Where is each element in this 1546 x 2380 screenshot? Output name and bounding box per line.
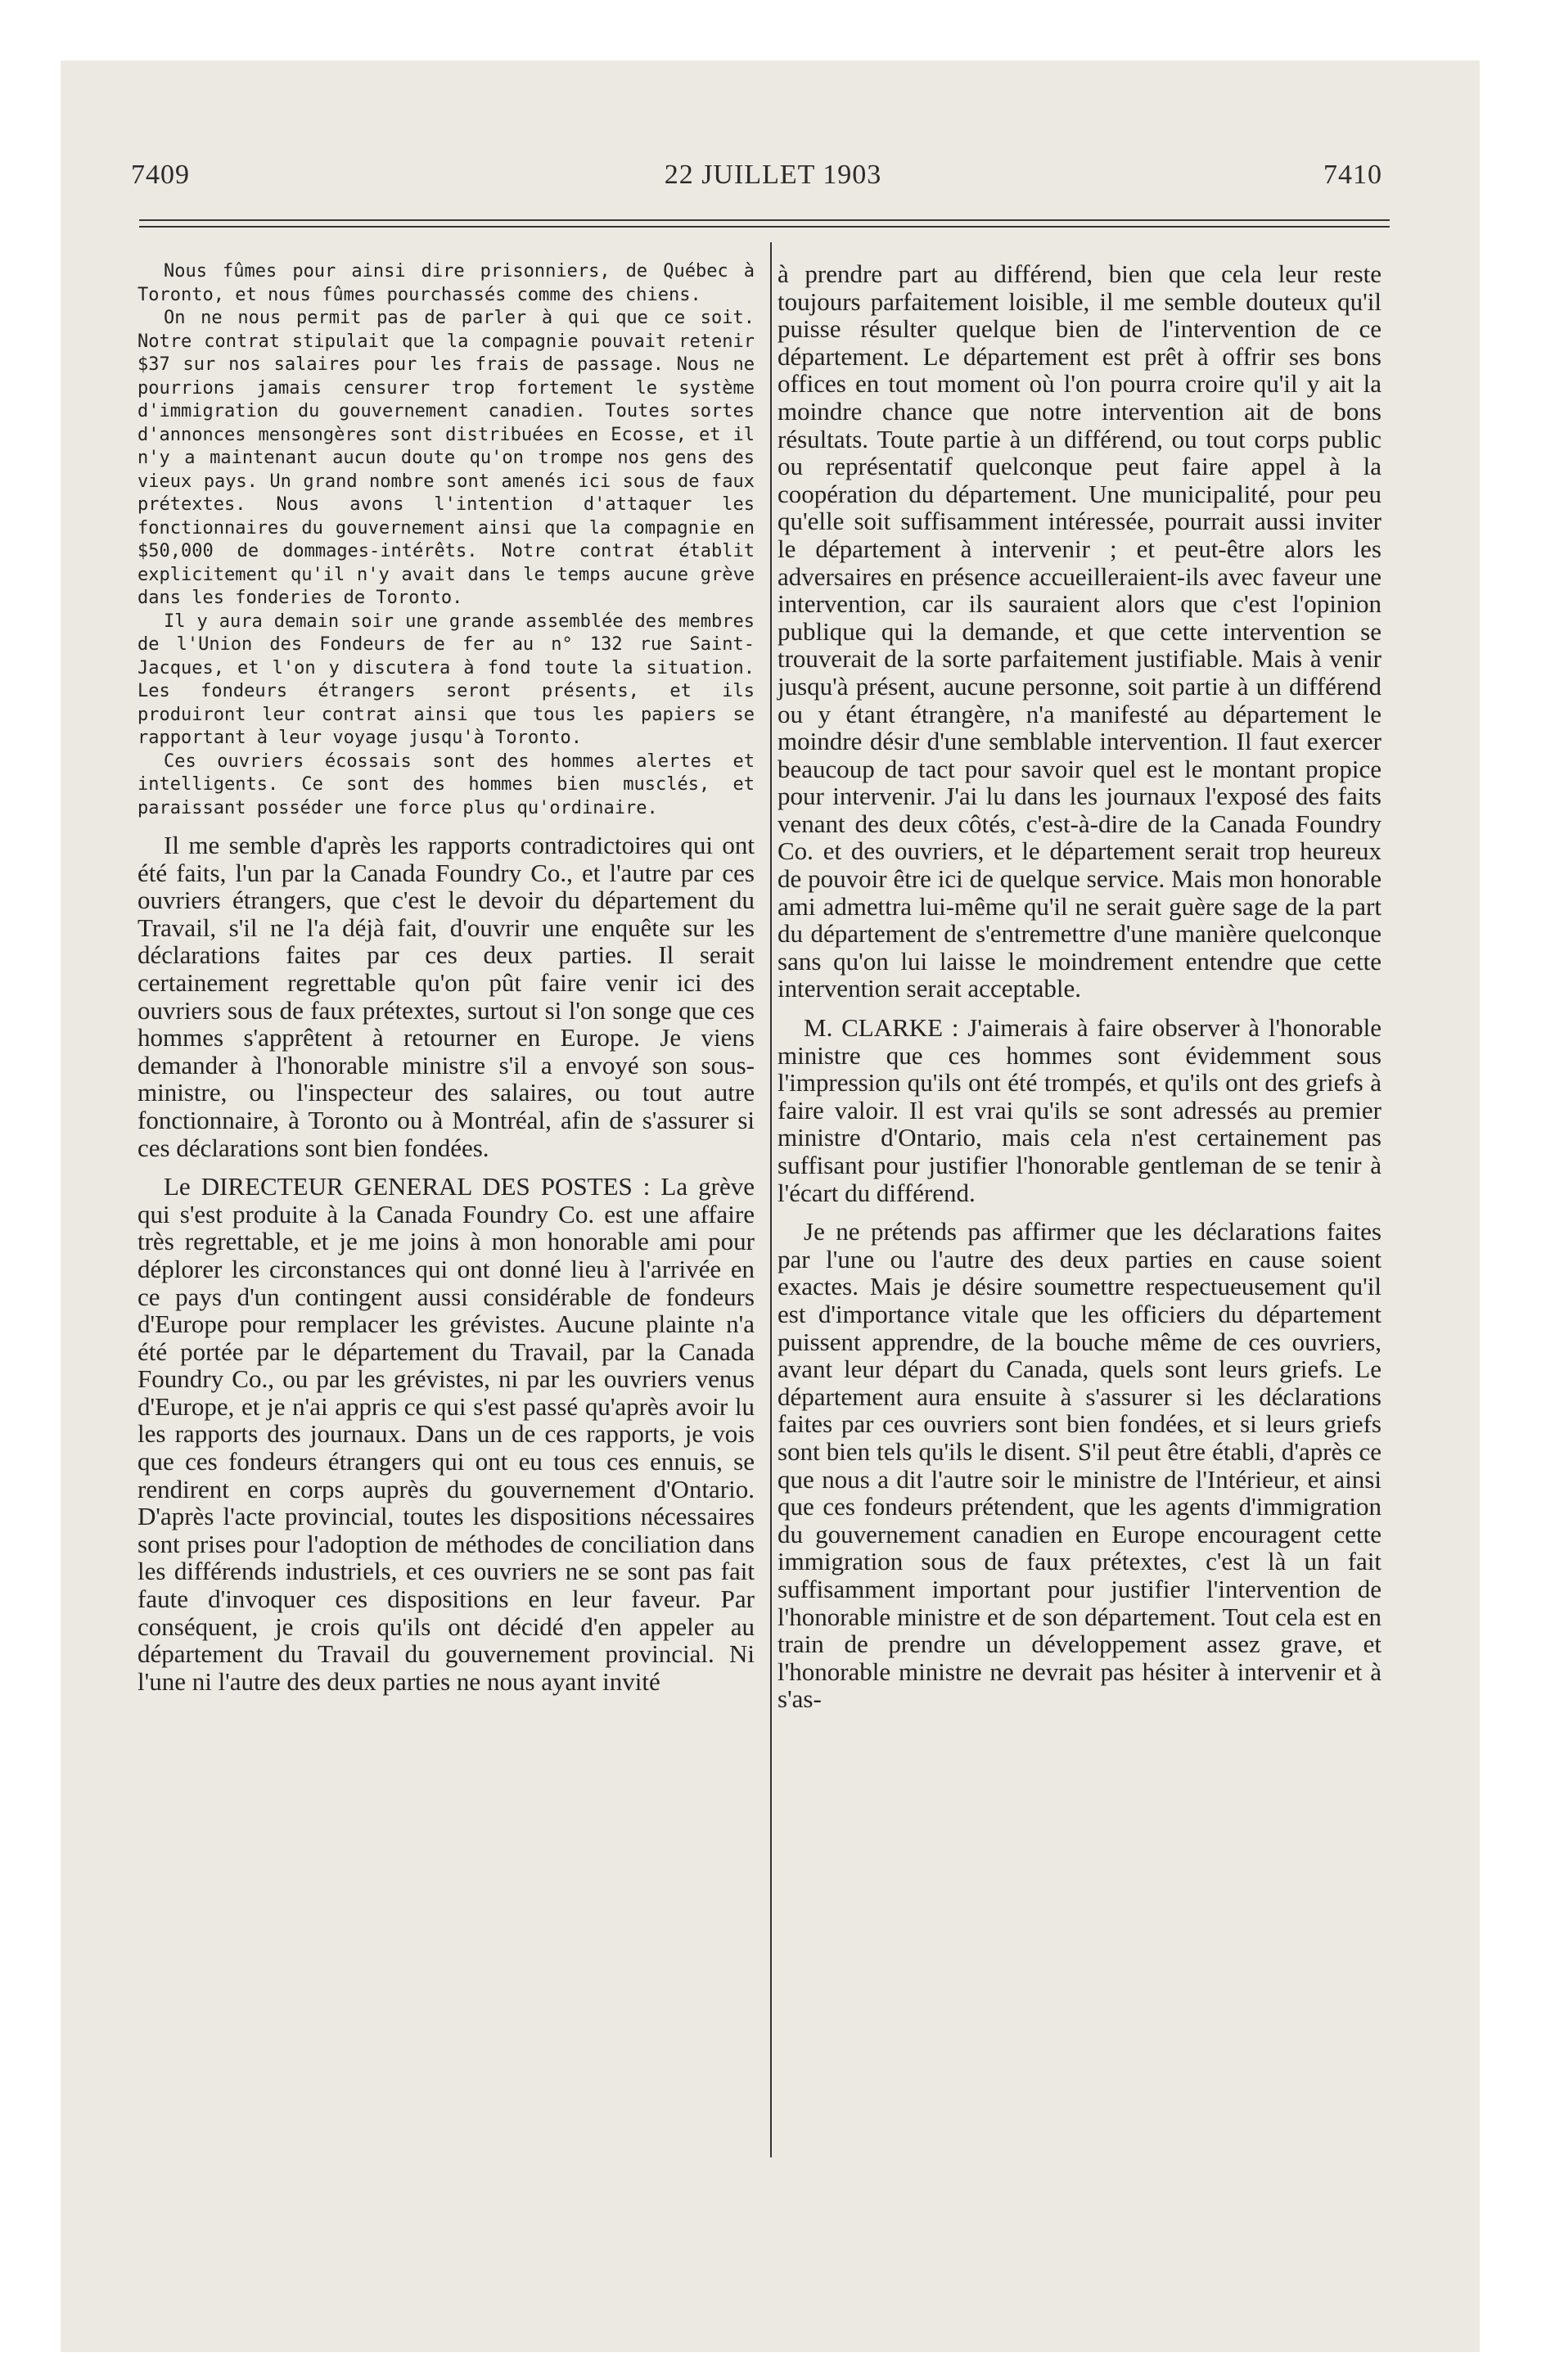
body-paragraph: Il me semble d'après les rapports contradictoires qui ont été faits, l'un par la Canada Foundry Co., et l'autre par ces ouvriers étrangers, que c'est le devoir du département du Travail, s'il ne l'a déjà fait, d'ouvrir une enquête sur les déclarations faites par ces deux parties. Il serait certainement regrettable qu'on pût faire venir ici des ouvriers sous de faux prétextes, surtout si l'on songe que ces hommes s'apprêtent à retourner en Europe. Je viens demander à l'honorable ministre s'il a envoyé son sous-ministre, ou l'inspecteur des salaires, ou tout autre fonctionnaire, à Toronto ou à Montréal, afin de s'assurer si ces déclarations sont bien fondées.: [137, 831, 755, 1162]
body-paragraph: M. CLARKE : J'aimerais à faire observer à l'honorable ministre que ces hommes sont évidemment sous l'impression qu'ils ont été trompés, et qu'ils ont des griefs à faire valoir. Il est vrai qu'ils se sont adressés au premier ministre d'Ontario, mais cela n'est certainement pas suffisant pour justifier l'honorable gentleman de se tenir à l'écart du différend.: [778, 1013, 1381, 1207]
right-page-number: 7410: [1323, 160, 1382, 190]
page-date: 22 JUILLET 1903: [664, 160, 882, 190]
right-column: [778, 260, 1381, 1713]
body-paragraph: Je ne prétends pas affirmer que les déclarations faites par l'une ou l'autre des deux parties en cause soient exactes. Mais je désire soumettre respectueusement qu'il est d'importance vitale que les officiers du département puissent apprendre, de la bouche même de ces ouvriers, avant leur départ du Canada, quels sont leurs griefs. Le département aura ensuite à s'assurer si les déclarations faites par ces ouvriers sont bien fondées, et si leurs griefs sont bien tels qu'ils le disent. S'il peut être établi, d'après ce que nous a dit l'autre soir le ministre de l'Intérieur, et ainsi que ces fondeurs prétendent, que les agents d'immigration du gouvernement canadien en Europe encouragent cette immigration sous de faux prétextes, c'est là un fait suffisamment important pour justifier l'intervention de l'honorable ministre et de son département. Tout cela est en train de prendre un développement assez grave, et l'honorable ministre ne devrait pas hésiter à intervenir et à s'as-: [778, 1217, 1381, 1714]
quoted-paragraph: Ces ouvriers écossais sont des hommes alertes et intelligents. Ce sont des hommes bien musclés, et paraissant posséder une force plus qu'ordinaire.: [137, 751, 755, 818]
left-page-number: 7409: [131, 160, 190, 190]
header-rule-top: [139, 219, 1390, 221]
left-column: [137, 260, 755, 1695]
quoted-paragraph: Nous fûmes pour ainsi dire prisonniers, de Québec à Toronto, et nous fûmes pourchassés comme des chiens.: [137, 261, 755, 305]
body-paragraph: à prendre part au différend, bien que cela leur reste toujours parfaitement loisible, il me semble douteux qu'il puisse résulter quelque bien de l'intervention de ce département. Le département est prêt à offrir ses bons offices en tout moment où l'on pourra croire qu'il y ait la moindre chance que notre intervention ait de bons résultats. Toute partie à un différend, ou tout corps public ou représentatif quelconque peut faire appel à la coopération du département. Une municipalité, pour peu qu'elle soit suffisamment intéressée, pourrait aussi inviter le département à intervenir ; et peut-être alors les adversaires en présence accueilleraient-ils avec faveur une intervention, car ils sauraient alors que c'est l'opinion publique qui la demande, et que cette intervention se trouverait de la sorte parfaitement justifiable. Mais à venir jusqu'à présent, aucune personne, soit partie à un différend ou y étant étrangère, n'a manifesté au département le moindre désir d'une semblable intervention. Il faut exercer beaucoup de tact pour savoir quel est le montant propice pour intervenir. J'ai lu dans les journaux l'exposé des faits venant des deux côtés, c'est-à-dire de la Canada Foundry Co. et des ouvriers, et le département serait trop heureux de pouvoir être ici de quelque service. Mais mon honorable ami admettra lui-même qu'il ne serait guère sage de la part du département de s'entremettre d'une manière quelconque sans qu'on lui laisse le moindrement entendre que cette intervention serait acceptable.: [778, 259, 1381, 1003]
quoted-paragraph: On ne nous permit pas de parler à qui que ce soit. Notre contrat stipulait que la compagnie pouvait retenir $37 sur nos salaires pour les frais de passage. Nous ne pourrions jamais censurer trop fortement le système d'immigration du gouvernement canadien. Toutes sortes d'annonces mensongères sont distribuées en Ecosse, et il n'y a maintenant aucun doute qu'on trompe nos gens des vieux pays. Un grand nombre sont amenés ici sous de faux prétextes. Nous avons l'intention d'attaquer les fonctionnaires du gouvernement ainsi que la compagnie en $50,000 de dommages-intérêts. Notre contrat établit explicitement qu'il n'y avait dans le temps aucune grève dans les fonderies de Toronto.: [137, 308, 755, 608]
header-rule-bottom: [139, 226, 1390, 228]
body-paragraph: Le DIRECTEUR GENERAL DES POSTES : La grève qui s'est produite à la Canada Foundry Co. est une affaire très regrettable, et je me joins à mon honorable ami pour déplorer les circonstances qui ont donné lieu à l'arrivée en ce pays d'un contingent aussi considérable de fondeurs d'Europe pour remplacer les grévistes. Aucune plainte n'a été portée par le département du Travail, par la Canada Foundry Co., ou par les grévistes, ni par les ouvriers venus d'Europe, et je n'ai appris ce qui s'est passé qu'après avoir lu les rapports des journaux. Dans un de ces rapports, je vois que ces fondeurs étrangers qui ont eu tous ces ennuis, se rendirent en corps auprès du gouvernement d'Ontario. D'après l'acte provincial, toutes les dispositions nécessaires sont prises pour l'adoption de méthodes de conciliation dans les différends industriels, et ces ouvriers ne se sont pas fait faute d'invoquer ces dispositions en leur faveur. Par conséquent, je crois qu'ils ont décidé d'en appeler au département du Travail du gouvernement provincial. Ni l'une ni l'autre des deux parties ne nous ayant invité: [137, 1172, 755, 1696]
column-divider: [770, 242, 772, 2157]
quoted-paragraph: Il y aura demain soir une grande assemblée des membres de l'Union des Fondeurs de fer au n° 132 rue Saint-Jacques, et l'on y discutera à fond toute la situation. Les fondeurs étrangers seront présents, et ils produiront leur contrat ainsi que tous les papiers se rapportant à leur voyage jusqu'à Toronto.: [137, 611, 755, 748]
